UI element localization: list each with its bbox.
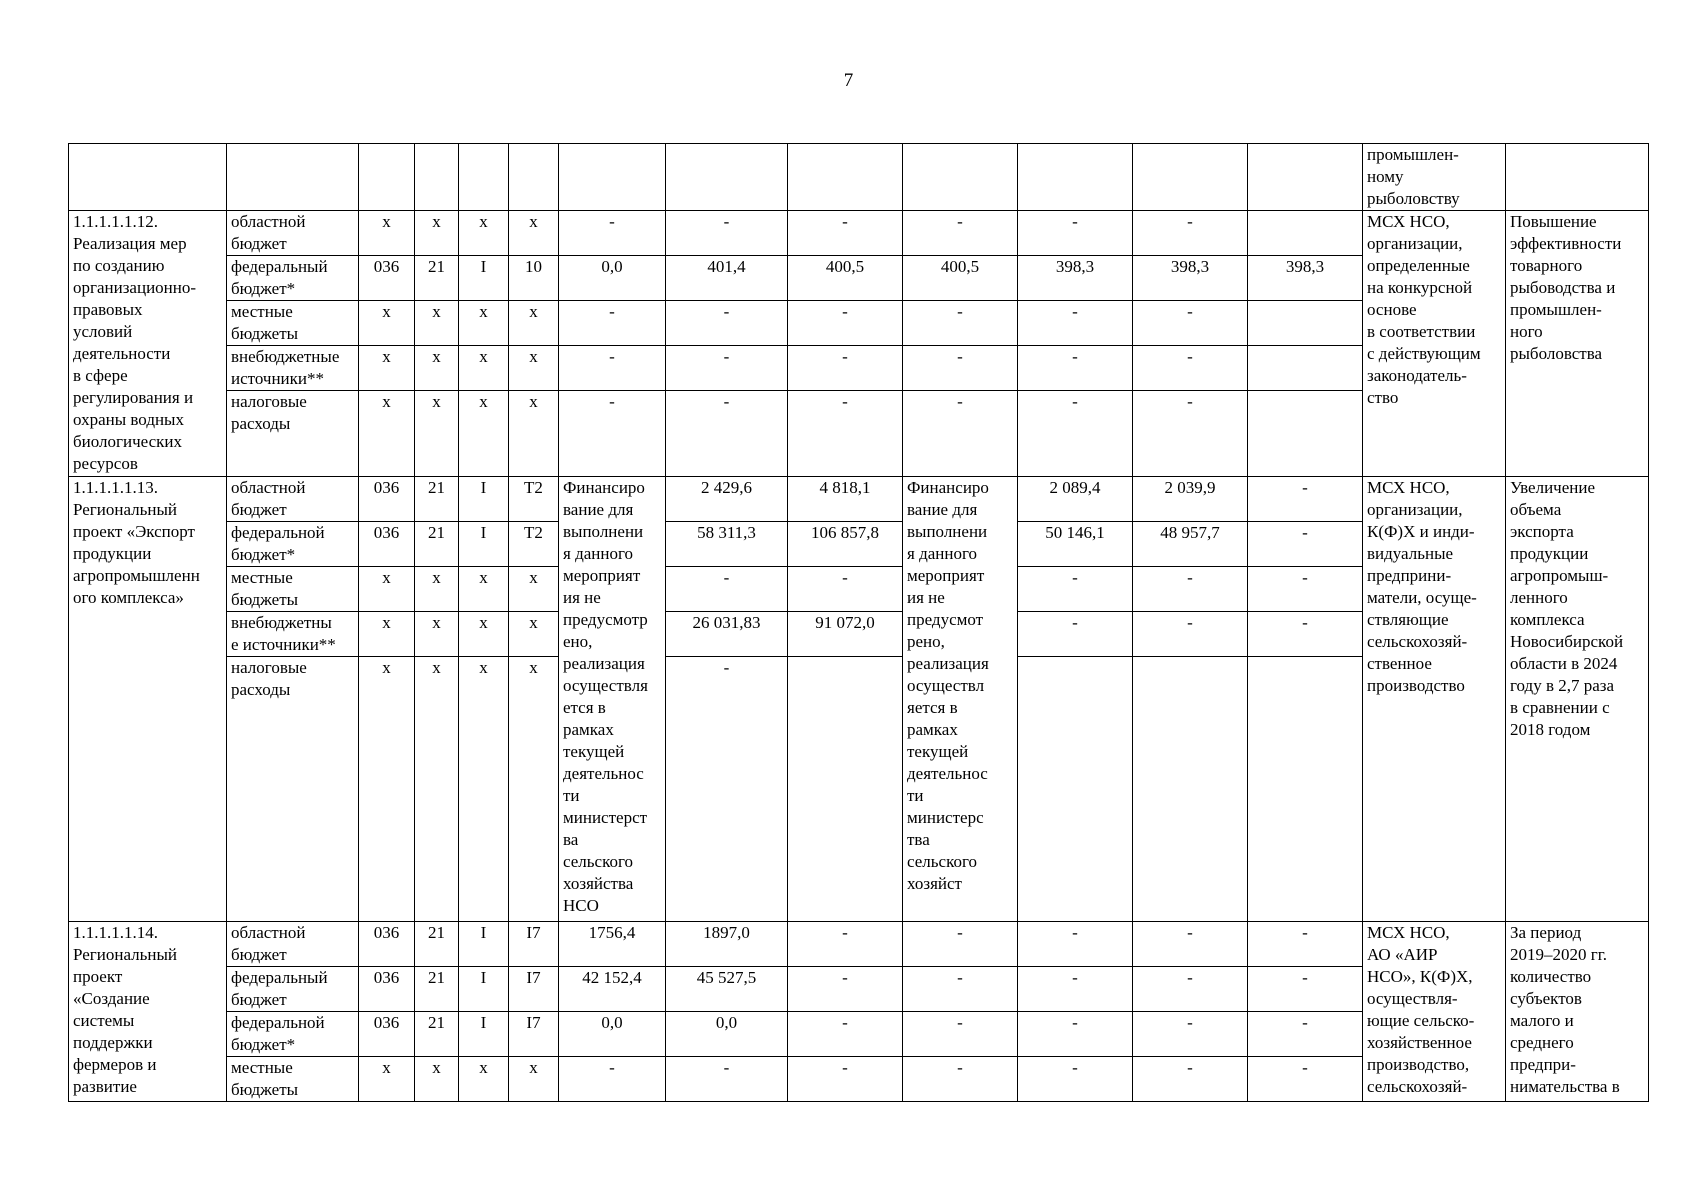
code-cell: I (459, 922, 509, 967)
value-cell: - (1133, 211, 1248, 256)
empty-cell (559, 144, 666, 211)
code-cell: х (459, 567, 509, 612)
note-cell: Финансиро вание для выполнени я данного мероприят ия не предусмотр ено, реализация осуществля ется в рамках текущей деятельнос ти министерст ва сельского хозяйства НСО (559, 477, 666, 922)
code-cell: 10 (509, 256, 559, 301)
code-cell: х (359, 1057, 415, 1102)
code-cell: 036 (359, 967, 415, 1012)
value-cell: 106 857,8 (788, 522, 903, 567)
code-cell: х (459, 1057, 509, 1102)
result-cell: За период 2019–2020 гг. количество субъектов малого и среднего предпри- нимательства в (1506, 922, 1649, 1102)
value-cell: - (903, 1057, 1018, 1102)
value-cell: - (666, 567, 788, 612)
value-cell: - (903, 1012, 1018, 1057)
value-cell: 2 429,6 (666, 477, 788, 522)
value-cell: 400,5 (788, 256, 903, 301)
code-cell: х (359, 657, 415, 922)
funding-source: налоговые расходы (227, 391, 359, 477)
code-cell: х (415, 301, 459, 346)
result-cell: Повышение эффективности товарного рыбоводства и промышлен- ного рыболовства (1506, 211, 1649, 477)
code-cell: 21 (415, 256, 459, 301)
code-cell: х (509, 346, 559, 391)
executor-cell: МСХ НСО, организации, К(Ф)Х и инди- видуальные предприни- матели, осуще- ствляющие сельскохозяй- ственное производство (1363, 477, 1506, 922)
code-cell: 21 (415, 967, 459, 1012)
code-cell: Т2 (509, 522, 559, 567)
value-cell: - (788, 1012, 903, 1057)
code-cell: х (509, 657, 559, 922)
code-cell: х (359, 567, 415, 612)
value-cell: 2 089,4 (1018, 477, 1133, 522)
code-cell: 036 (359, 522, 415, 567)
value-cell: - (1133, 391, 1248, 477)
funding-source: федеральной бюджет* (227, 522, 359, 567)
value-cell (1018, 657, 1133, 922)
code-cell: х (459, 211, 509, 256)
empty-cell (666, 144, 788, 211)
value-cell: - (788, 346, 903, 391)
value-cell: - (788, 211, 903, 256)
code-cell: х (509, 1057, 559, 1102)
code-cell: 036 (359, 1012, 415, 1057)
value-cell: - (1248, 1057, 1363, 1102)
funding-table (68, 143, 1649, 1102)
value-cell: - (666, 301, 788, 346)
empty-cell (359, 144, 415, 211)
value-cell: - (666, 391, 788, 477)
value-cell: - (1248, 1012, 1363, 1057)
page-number: 7 (843, 70, 854, 91)
result-cell: Увеличение объема экспорта продукции агропромыш- ленного комплекса Новосибирской области в 2024 году в 2,7 раза в сравнении с 2018 годом (1506, 477, 1649, 922)
value-cell: - (1133, 301, 1248, 346)
value-cell (1133, 657, 1248, 922)
value-cell: - (1248, 477, 1363, 522)
value-cell: - (1248, 612, 1363, 657)
code-cell: х (509, 567, 559, 612)
value-cell: - (1248, 967, 1363, 1012)
code-cell: х (459, 391, 509, 477)
code-cell: х (359, 211, 415, 256)
funding-source: налоговые расходы (227, 657, 359, 922)
value-cell (1248, 346, 1363, 391)
code-cell: х (459, 301, 509, 346)
code-cell: 21 (415, 477, 459, 522)
funding-source: местные бюджеты (227, 1057, 359, 1102)
code-cell: х (415, 567, 459, 612)
value-cell: 400,5 (903, 256, 1018, 301)
value-cell: - (1248, 522, 1363, 567)
table-row (69, 477, 1649, 522)
code-cell: 036 (359, 477, 415, 522)
value-cell: - (1018, 567, 1133, 612)
value-cell: 48 957,7 (1133, 522, 1248, 567)
empty-cell (415, 144, 459, 211)
value-cell: - (1018, 301, 1133, 346)
funding-source: областной бюджет (227, 211, 359, 256)
value-cell (1248, 391, 1363, 477)
code-cell: х (509, 301, 559, 346)
value-cell (1248, 301, 1363, 346)
value-cell: 0,0 (559, 1012, 666, 1057)
funding-source: местные бюджеты (227, 301, 359, 346)
value-cell: - (788, 301, 903, 346)
code-cell: х (359, 612, 415, 657)
value-cell: - (1133, 567, 1248, 612)
code-cell: х (509, 391, 559, 477)
code-cell: Т2 (509, 477, 559, 522)
empty-cell (1248, 144, 1363, 211)
value-cell: - (1248, 922, 1363, 967)
value-cell: 0,0 (666, 1012, 788, 1057)
empty-cell (1018, 144, 1133, 211)
value-cell: - (1018, 1012, 1133, 1057)
value-cell: 26 031,83 (666, 612, 788, 657)
code-cell: 036 (359, 256, 415, 301)
code-cell: I (459, 477, 509, 522)
code-cell: х (415, 657, 459, 922)
value-cell: - (1018, 922, 1133, 967)
measure-name: 1.1.1.1.1.13. Региональный проект «Экспорт продукции агропромышленн ого комплекса» (69, 477, 227, 922)
code-cell: х (459, 612, 509, 657)
value-cell: - (903, 967, 1018, 1012)
value-cell: - (559, 301, 666, 346)
funding-source: областной бюджет (227, 477, 359, 522)
code-cell: I7 (509, 967, 559, 1012)
empty-cell (1133, 144, 1248, 211)
value-cell: - (788, 1057, 903, 1102)
value-cell: - (559, 391, 666, 477)
value-cell: 398,3 (1018, 256, 1133, 301)
value-cell: 42 152,4 (559, 967, 666, 1012)
code-cell: х (415, 211, 459, 256)
value-cell: - (1018, 211, 1133, 256)
code-cell: I (459, 1012, 509, 1057)
value-cell: 0,0 (559, 256, 666, 301)
code-cell: 21 (415, 922, 459, 967)
value-cell: - (1018, 1057, 1133, 1102)
code-cell: х (509, 612, 559, 657)
value-cell: 91 072,0 (788, 612, 903, 657)
note-cell: Финансиро вание для выполнени я данного мероприят ия не предусмот рено, реализация осуществл яется в рамках текущей деятельнос ти министерс тва сельского хозяйст (903, 477, 1018, 922)
code-cell: х (459, 346, 509, 391)
table-row (69, 211, 1649, 256)
code-cell: х (359, 346, 415, 391)
funding-source: внебюджетные источники** (227, 346, 359, 391)
code-cell: I (459, 522, 509, 567)
funding-source: внебюджетны е источники** (227, 612, 359, 657)
value-cell: - (1133, 346, 1248, 391)
value-cell: - (788, 391, 903, 477)
funding-source: федеральной бюджет* (227, 1012, 359, 1057)
code-cell: I7 (509, 922, 559, 967)
code-cell: х (415, 346, 459, 391)
code-cell: I (459, 967, 509, 1012)
value-cell: - (666, 1057, 788, 1102)
value-cell: - (903, 346, 1018, 391)
funding-source: областной бюджет (227, 922, 359, 967)
executor-cell: промышлен- ному рыболовству (1363, 144, 1506, 211)
value-cell: - (666, 346, 788, 391)
value-cell: - (1133, 1057, 1248, 1102)
executor-cell: МСХ НСО, АО «АИР НСО», К(Ф)Х, осуществля- ющие сельско- хозяйственное производство, сельскохозяй- (1363, 922, 1506, 1102)
code-cell: 036 (359, 922, 415, 967)
funding-source: федеральный бюджет* (227, 256, 359, 301)
executor-cell: МСХ НСО, организации, определенные на конкурсной основе в соответствии с действующим законодатель- ство (1363, 211, 1506, 477)
value-cell: - (903, 301, 1018, 346)
value-cell (1248, 657, 1363, 922)
value-cell: - (1018, 391, 1133, 477)
empty-cell (227, 144, 359, 211)
code-cell: х (459, 657, 509, 922)
code-cell: I (459, 256, 509, 301)
value-cell: - (1133, 967, 1248, 1012)
value-cell: 398,3 (1248, 256, 1363, 301)
value-cell: - (1133, 1012, 1248, 1057)
value-cell: 1756,4 (559, 922, 666, 967)
table-row (69, 144, 1649, 211)
empty-cell (509, 144, 559, 211)
value-cell: 4 818,1 (788, 477, 903, 522)
value-cell: - (903, 211, 1018, 256)
empty-cell (69, 144, 227, 211)
empty-cell (459, 144, 509, 211)
code-cell: х (415, 612, 459, 657)
value-cell: - (559, 1057, 666, 1102)
code-cell: х (415, 1057, 459, 1102)
value-cell: - (559, 346, 666, 391)
empty-cell (788, 144, 903, 211)
value-cell (1248, 211, 1363, 256)
code-cell: х (359, 301, 415, 346)
code-cell: х (359, 391, 415, 477)
value-cell: - (903, 391, 1018, 477)
code-cell: х (415, 391, 459, 477)
value-cell: - (559, 211, 666, 256)
value-cell: - (1018, 346, 1133, 391)
code-cell: 21 (415, 522, 459, 567)
value-cell: - (903, 922, 1018, 967)
value-cell: - (788, 922, 903, 967)
code-cell: 21 (415, 1012, 459, 1057)
funding-source: местные бюджеты (227, 567, 359, 612)
value-cell: - (1133, 612, 1248, 657)
funding-source: федеральный бюджет (227, 967, 359, 1012)
value-cell: - (1018, 612, 1133, 657)
empty-cell (903, 144, 1018, 211)
value-cell: - (666, 211, 788, 256)
value-cell: - (788, 967, 903, 1012)
value-cell: - (1133, 922, 1248, 967)
empty-cell (1506, 144, 1649, 211)
value-cell: - (788, 567, 903, 612)
value-cell: 58 311,3 (666, 522, 788, 567)
table-row (69, 922, 1649, 967)
value-cell: 398,3 (1133, 256, 1248, 301)
value-cell: - (1018, 967, 1133, 1012)
measure-name: 1.1.1.1.1.12. Реализация мер по созданию организационно- правовых условий деятельности в сфере регулирования и охраны водных биологических ресурсов (69, 211, 227, 477)
value-cell: 1897,0 (666, 922, 788, 967)
value-cell: 50 146,1 (1018, 522, 1133, 567)
value-cell: 401,4 (666, 256, 788, 301)
value-cell (788, 657, 903, 922)
value-cell: - (1248, 567, 1363, 612)
value-cell: - (666, 657, 788, 922)
code-cell: х (509, 211, 559, 256)
value-cell: 2 039,9 (1133, 477, 1248, 522)
code-cell: I7 (509, 1012, 559, 1057)
value-cell: 45 527,5 (666, 967, 788, 1012)
measure-name: 1.1.1.1.1.14. Региональный проект «Создание системы поддержки фермеров и развитие (69, 922, 227, 1102)
